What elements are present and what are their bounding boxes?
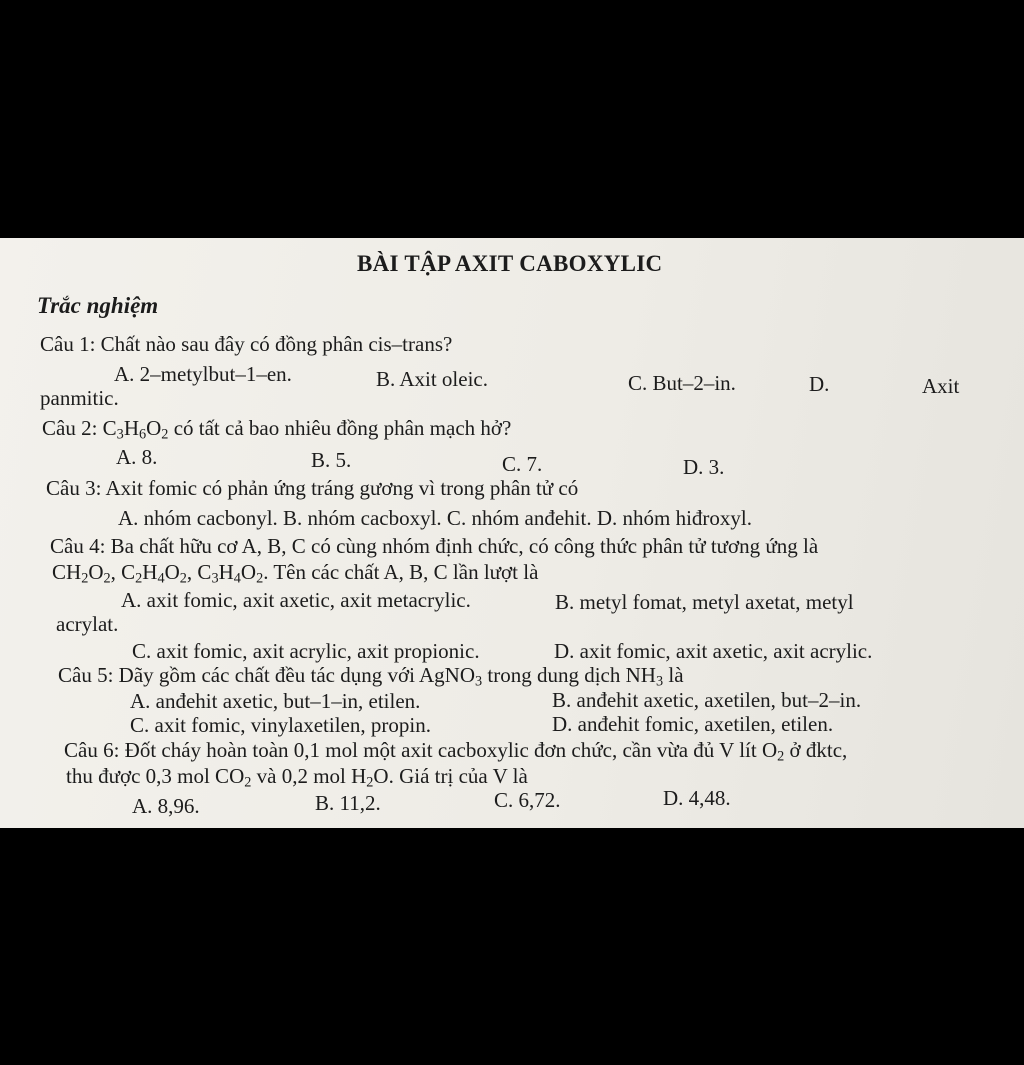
question-6-option-b: B. 11,2.	[315, 791, 381, 815]
question-2-option-c: C. 7.	[502, 452, 543, 476]
question-1-option-d-word: Axit	[922, 374, 960, 398]
page-title: BÀI TẬP AXIT CABOXYLIC	[357, 251, 663, 276]
question-4-option-d: D. axit fomic, axit axetic, axit acrylic.	[554, 639, 873, 663]
section-heading: Trắc nghiệm	[37, 293, 159, 318]
question-1-option-b: B. Axit oleic.	[376, 367, 488, 391]
question-2-option-b: B. 5.	[311, 448, 352, 472]
question-6-stem-line-2: thu được 0,3 mol $CO_2$ và 0,2 mol $H_2O$. Giá trị của V là	[66, 764, 528, 791]
question-6-option-c: C. 6,72.	[494, 788, 561, 812]
question-4-formulas: $CH_2O_2$, $C_2H_4O_2$, $C_3H_4O_2$. Tên các chất A, B, C lần lượt là	[52, 560, 539, 587]
question-3-stem: Câu 3: Axit fomic có phản ứng tráng gương vì trong phân tử có	[46, 476, 579, 500]
question-1-option-d-continued: panmitic.	[40, 386, 119, 410]
question-6-option-a: A. 8,96.	[132, 794, 200, 818]
question-5-option-b: B. anđehit axetic, axetilen, but–2–in.	[552, 688, 862, 712]
question-2-option-a: A. 8.	[116, 445, 158, 469]
question-4-option-b: B. metyl fomat, metyl axetat, metyl	[555, 590, 854, 614]
question-3-options: A. nhóm cacbonyl. B. nhóm cacboxyl. C. nhóm anđehit. D. nhóm hiđroxyl.	[118, 506, 752, 530]
question-5-option-a: A. anđehit axetic, but–1–in, etilen.	[130, 689, 421, 713]
question-6-option-d: D. 4,48.	[663, 786, 731, 810]
question-5-stem: Câu 5: Dãy gồm các chất đều tác dụng với AgNO$_3$ trong dung dịch $NH_3$ là	[58, 663, 684, 690]
question-5-option-c: C. axit fomic, vinylaxetilen, propin.	[130, 713, 431, 737]
question-6-stem: Câu 6: Đốt cháy hoàn toàn 0,1 mol một axit cacboxylic đơn chức, cần vừa đủ V lít $O_2$ ở đktc,	[64, 738, 848, 765]
question-1-option-d: D.	[809, 372, 830, 396]
question-4-stem: Câu 4: Ba chất hữu cơ A, B, C có cùng nhóm định chức, có công thức phân tử tương ứng là	[50, 534, 819, 558]
question-2-stem: Câu 2: $C_3H_6O_2$ có tất cả bao nhiêu đồng phân mạch hở?	[42, 416, 512, 443]
question-1-stem: Câu 1: Chất nào sau đây có đồng phân cis–trans?	[40, 332, 453, 356]
question-1-option-a: A. 2–metylbut–1–en.	[114, 362, 292, 386]
exam-paper	[0, 238, 1024, 828]
question-2-option-d: D. 3.	[683, 455, 725, 479]
question-1-option-c: C. But–2–in.	[628, 371, 736, 395]
question-4-option-c: C. axit fomic, axit acrylic, axit propionic.	[132, 639, 480, 663]
question-4-option-a: A. axit fomic, axit axetic, axit metacrylic.	[121, 588, 471, 612]
question-5-option-d: D. anđehit fomic, axetilen, etilen.	[552, 712, 834, 736]
question-4-option-b-continued: acrylat.	[56, 612, 119, 636]
